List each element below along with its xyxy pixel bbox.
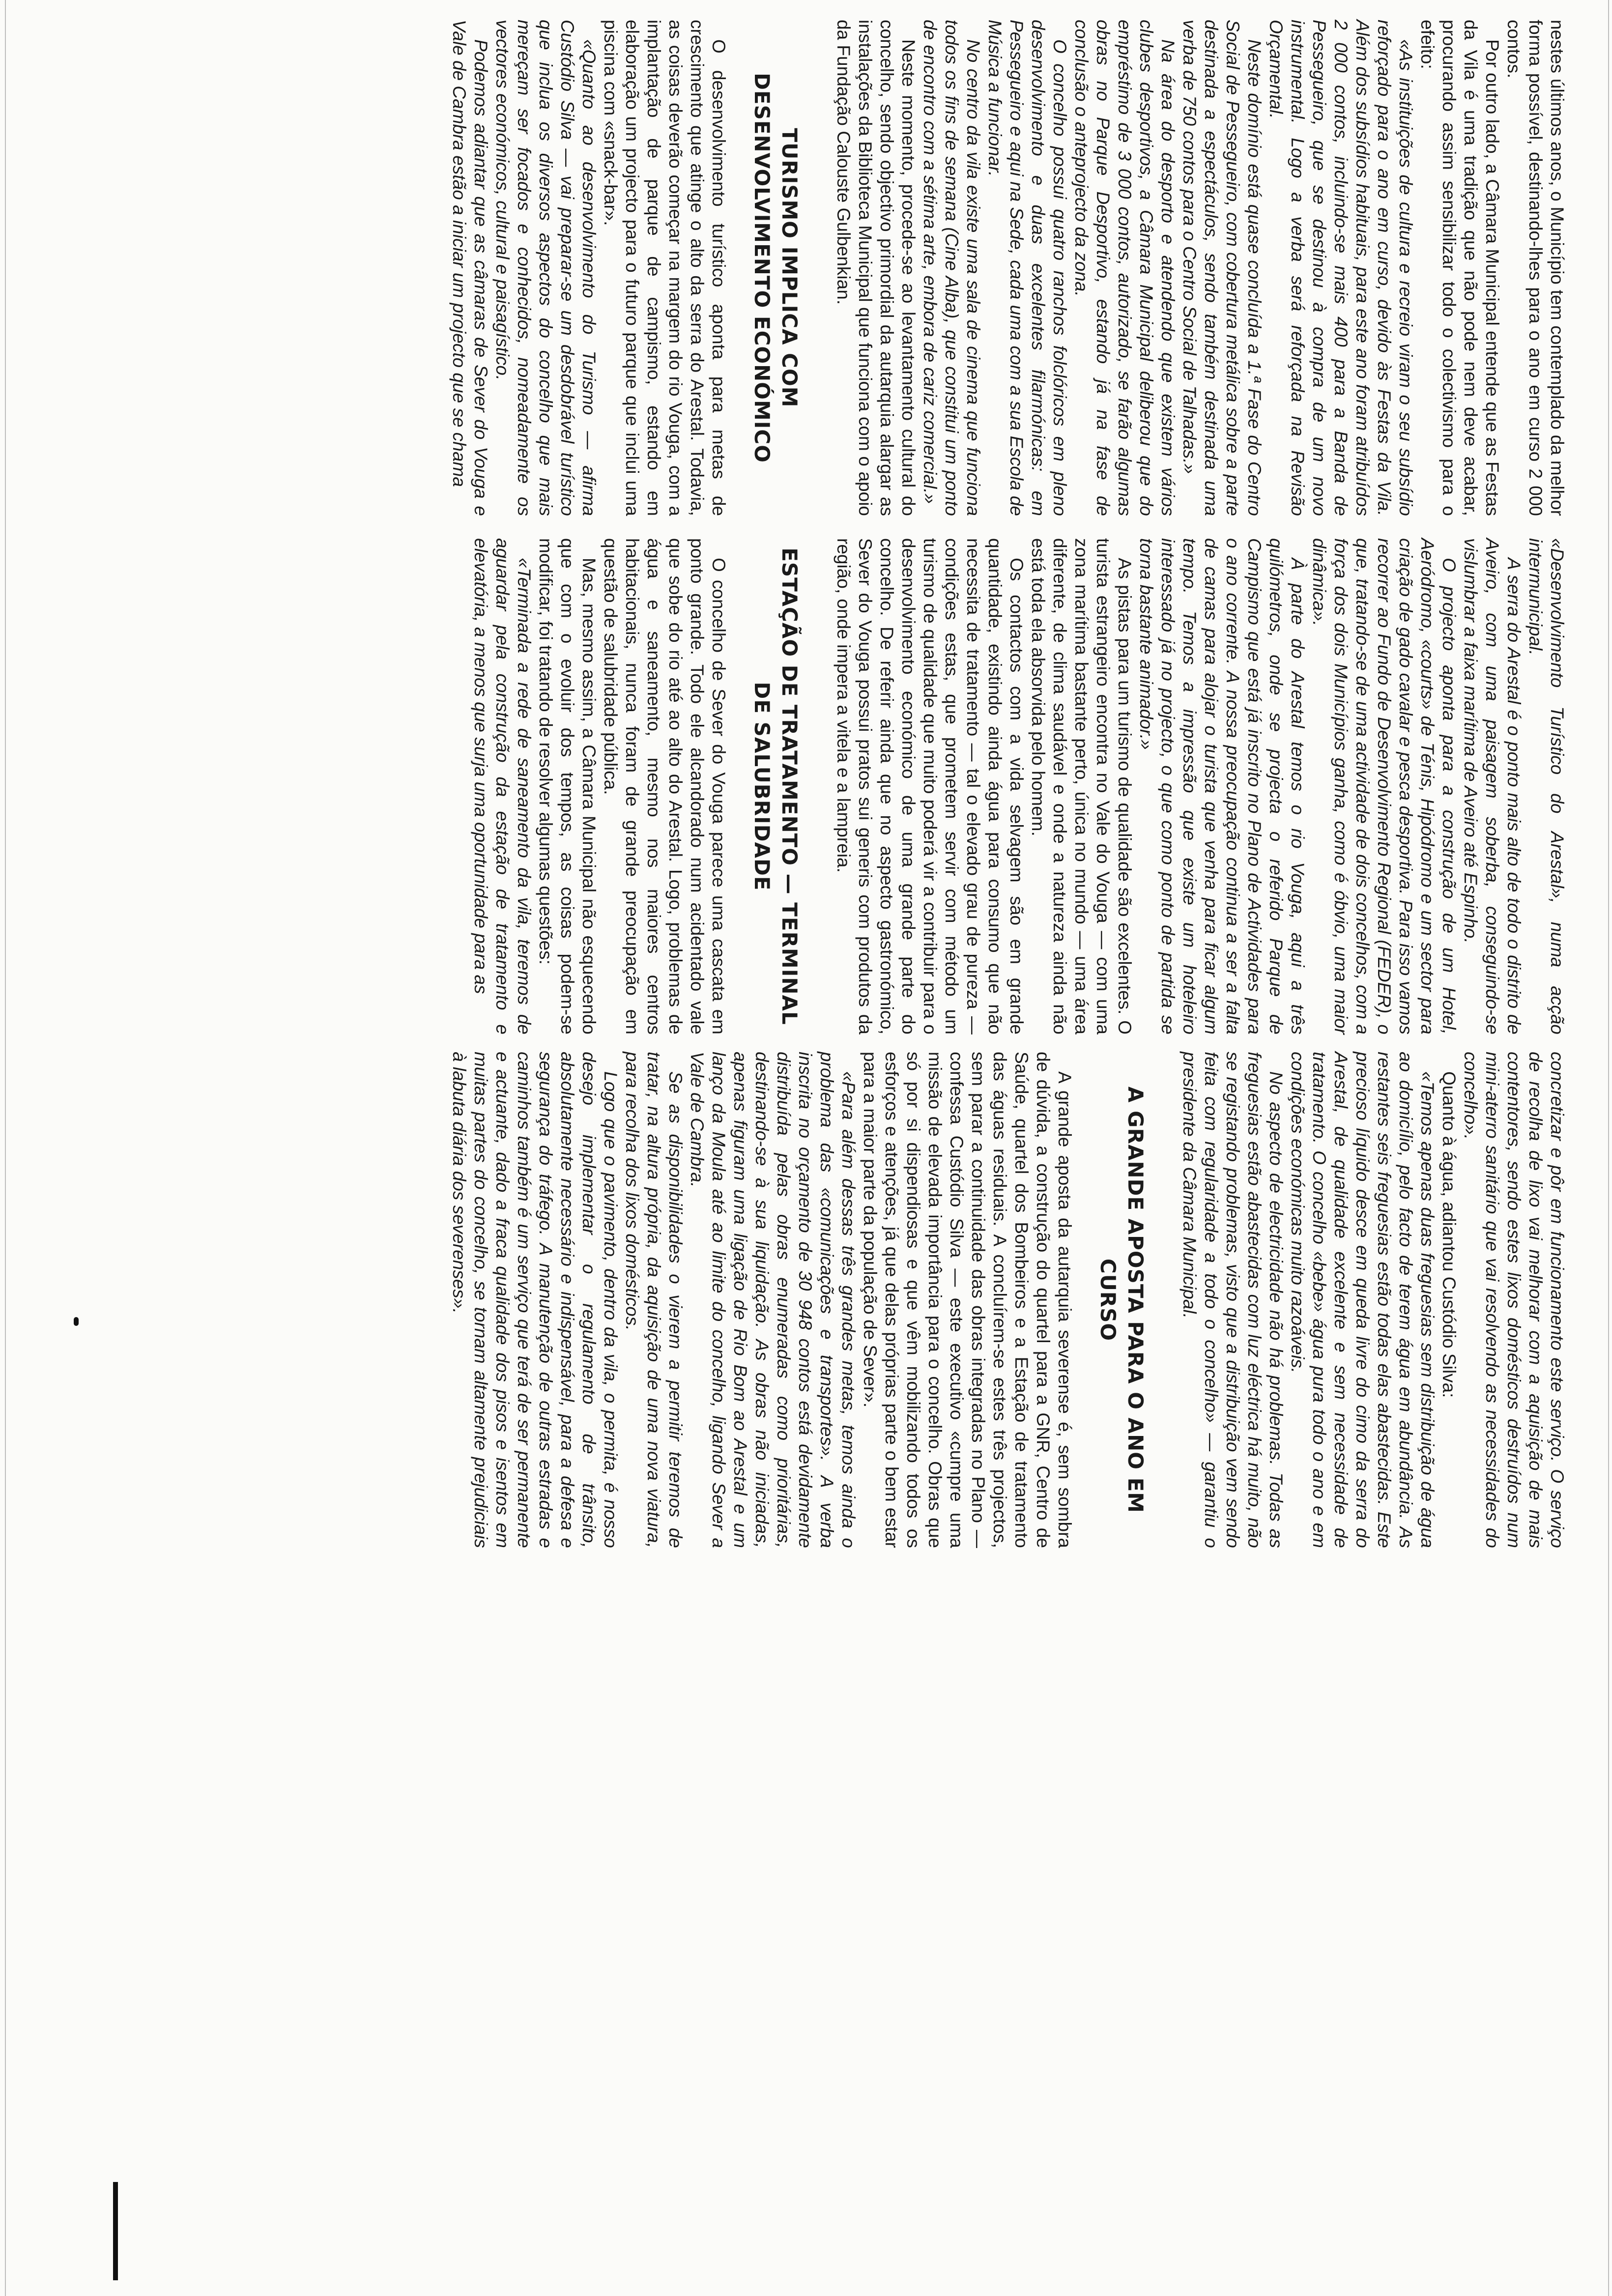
article-paragraph: O projecto aponta para a construção de um Hotel, Aeródromo, «courts» de Ténis, Hipódromo e um sector para criação de gado cavalar e pesca desportiva. Para isso vamos recorrer ao Fundo de Desenvolvimento Regional (FEDER), o que, tratando-se de uma actividade de dois concelhos, com a força dos dois Municípios ganha, como é óbvio, uma maior dinâmica».: [1309, 538, 1459, 1034]
scan-border-line: [1608, 0, 1609, 2296]
article-paragraph: «Terminada a rede de saneamento da vila, teremos de aguardar pela construção da estação de tratamento e elevatória, a menos que surja uma oportunidade para as: [471, 538, 534, 1034]
article-paragraph: «Temos apenas duas freguesias sem distribuição de água ao domicílio, pelo facto de terem água em abundância. As restantes seis freguesias estão todas elas abastecidas. Este precioso líquido desce em queda livre do cimo da serra do Arestal, de qualidade excelente e sem necessidade de tratamento. O concelho «bebe» água pura todo o ano e em condições económicas muito razoáveis.: [1288, 1052, 1438, 1548]
article-paragraph: Na área do desporto e atendendo que existem vários clubes desportivos, a Câmara Municipal deliberou que do empréstimo de 3 000 contos, autorizado, se farão algumas obras no Parque Desportivo, estando já na fase de conclusão o anteprojecto da zona.: [1071, 20, 1178, 516]
article-paragraph: Podemos adiantar que as câmaras de Sever do Vouga e Vale de Cambra estão a iniciar um projecto que se chama: [449, 20, 491, 516]
article-paragraph: O concelho de Sever do Vouga parece uma cascata em ponto grande. Todo ele alcandorado num acidentado vale que sobe do rio até ao alto do Arestal. Logo, problemas de água e saneamento, mesmo nos maiores centros habitacionais, nunca foram de grande preocupação em questão de salubridade pública.: [601, 538, 729, 1034]
article-paragraph: «As instituições de cultura e recreio viram o seu subsídio reforçado para o ano em curso, devido às Festas da Vila. Além dos subsídios habituais, para este ano foram atribuídos 2 000 contos, incluindo-se mais 400 para a Banda de Pessegueiro, que se destinou à compra de um novo instrumental. Logo a verba será reforçada na Revisão Orçamental.: [1266, 20, 1416, 516]
article-paragraph: O concelho possui quatro ranchos folclóricos em pleno desenvolvimento e duas excelentes filarmónicas: em Pessegueiro e aqui na Sede, cada uma com a sua Escola de Música a funcionar.: [985, 20, 1070, 516]
article-paragraph: «Quanto ao desenvolvimento do Turismo — afirma Custódio Silva — vai preparar-se um desdobrável turístico que inclua os diversos aspectos do concelho que mais mereçam ser focados e conhecidos, nomeadamente os vectores económicos, cultural e paisagístico.: [492, 20, 599, 516]
scan-edge-mark: [74, 1317, 79, 1326]
section-heading: ESTAÇÃO DE TRATAMENTO — TERMINAL DE SALUBRIDADE: [750, 547, 802, 1025]
article-paragraph: nestes últimos anos, o Município tem contemplado da melhor forma possível, destinando-lhes para o ano em curso 2 000 contos.: [1504, 20, 1567, 516]
article-column-3: [448, 1052, 1568, 1548]
article-paragraph: «Para além dessas três grandes metas, temos ainda o problema das «comunicações e transportes». A verba inscrita no orçamento de 30 948 contos está devidamente distribuída pelas obras enumeradas como prioritárias, destinando-se à sua liquidação. As obras não iniciadas, apenas figuram uma ligação de Rio Bom ao Arestal e um lanço da Moula até ao limite do concelho, ligando Sever a Vale de Cambra.: [687, 1052, 859, 1548]
article-paragraph: Neste momento, procede-se ao levantamento cultural do concelho, sendo objectivo primordial da autarquia alargar as instalações da Biblioteca Municipal que funciona com o apoio da Fundação Calouste Gulbenkian.: [834, 20, 919, 516]
article-paragraph: O desenvolvimento turístico aponta para metas de crescimento que atinge o alto da serra do Arestal. Todavia, as coisas deverão começar na margem do rio Vouga, com a implantação de parque de campismo, estando em elaboração um projecto para o futuro parque que inclui uma piscina com «snack-bar».: [601, 20, 729, 516]
scan-border-line: [5, 0, 6, 2296]
article-column-1: [448, 20, 1568, 516]
article-paragraph: Logo que o pavimento, dentro da vila, o permita, é nosso desejo implementar o regulamento de trânsito, absolutamente necessário e indispensável, para a defesa e segurança do tráfego. A manutenção de outras estradas e caminhos também é um serviço que terá de ser permanente e actuante, dado a fraca qualidade dos pisos e isentos em muitas partes do concelho, se tornam altamente prejudiciais à labuta diária dos severenses».: [449, 1052, 621, 1548]
article-paragraph: No aspecto de electricidade não há problemas. Todas as freguesias estão abastecidas com luz eléctrica há muito, não se registando problemas, visto que a distribuição vem sendo feita com regularidade a todo o concelho» — garantiu o presidente da Câmara Municipal.: [1180, 1052, 1286, 1548]
article-paragraph: Os contactos com a vida selvagem são em grande quantidade, existindo ainda água para consumo que não necessita de tratamento — tal o elevado grau de pureza — condições estas, que prometem servir com método um turismo de qualidade que muito poderá vir a contribuir para o desenvolvimento económico de uma grande parte do concelho. De referir ainda que no aspecto gastronómico, Sever do Vouga possui pratos sui generis com produtos da região, onde impera a vitela e a lampreia.: [834, 538, 1027, 1034]
section-heading: TURISMO IMPLICA COM DESENVOLVIMENTO ECONÓMICO: [750, 73, 802, 463]
article-paragraph: «Desenvolvimento Turístico do Arestal», numa acção intermunicipal.: [1526, 538, 1567, 1034]
article-paragraph: As pistas para um turismo de qualidade são excelentes. O turista estrangeiro encontra no Vale do Vouga — com uma zona marítima bastante perto, única no mundo — uma área diferente, de clima saudável e onde a natureza ainda não está toda ela absorvida pelo homem.: [1028, 538, 1135, 1034]
section-heading: A GRANDE APOSTA PARA O ANO EM CURSO: [1096, 1086, 1148, 1514]
article-paragraph: À parte do Arestal temos o rio Vouga, aqui a três quilómetros, onde se projecta o referido Parque de Campismo que está já inscrito no Plano de Actividades para o ano corrente. A nossa preocupação continua a ser a falta de camas para alojar o turista que venha para ficar algum tempo. Temos a impressão que existe um hoteleiro interessado já no projecto, o que como ponto de partida se torna bastante animador.»: [1136, 538, 1308, 1034]
article-paragraph: No centro da vila existe uma sala de cinema que funciona todos os fins de semana (Cine Alba), que constitui um ponto de encontro com a sétima arte, embora de cariz comercial.»: [920, 20, 983, 516]
article-paragraph: A grande aposta da autarquia severense é, sem sombra de dúvida, a construção do quartel para a GNR, Centro de Saúde, quartel dos Bombeiros e a Estação de tratamento das águas residuais. A concluírem-se estes três projectos, sem parar a continuidade das obras integradas no Plano — confessa Custódio Silva — este executivo «cumpre uma missão de elevada importância para o concelho. Obras que só por si dispendiosas e que vêm mobilizando todos os esforços e atenções, já que delas próprias parte o bem estar para a maior parte da população de Sever».: [860, 1052, 1075, 1548]
article-paragraph: Quanto à água, adiantou Custódio Silva:: [1439, 1071, 1459, 1398]
article-paragraph: concretizar e pôr em funcionamento este serviço. O serviço de recolha de lixo vai melhorar com a aquisição de mais contentores, sendo estes lixos domésticos destruídos num mini-aterro sanitário que vai resolvendo as necessidades do concelho».: [1461, 1052, 1567, 1548]
article-column-2: [470, 538, 1568, 1034]
article-paragraph: Por outro lado, a Câmara Municipal entende que as Festas da Vila é uma tradição que não pode nem deve acabar, procurando assim sensibilizar todo o colectivismo para o efeito:: [1417, 20, 1502, 516]
article-paragraph: Se as disponibilidades o vierem a permitir teremos de tratar, na altura própria, da aquisição de uma nova viatura, para recolha dos lixos domésticos.: [622, 1052, 686, 1548]
scan-edge-mark: [113, 2182, 118, 2280]
article-paragraph: A serra do Arestal é o ponto mais alto de todo o distrito de Aveiro, com uma paisagem soberba, conseguindo-se vislumbrar a faixa marítima de Aveiro até Espinho.: [1461, 538, 1524, 1034]
article-paragraph: Neste domínio está quase concluída a 1.ª Fase do Centro Social de Pessegueiro, com cobertura metálica sobre a parte destinada a espectáculos, sendo também destinada uma verba de 750 contos para o Centro Social de Talhadas.»: [1180, 20, 1265, 516]
article-paragraph: Mas, mesmo assim, a Câmara Municipal não esquecendo que com o evoluir dos tempos, as coisas podem-se modificar, foi tratando de resolver algumas questões:: [536, 538, 599, 1034]
